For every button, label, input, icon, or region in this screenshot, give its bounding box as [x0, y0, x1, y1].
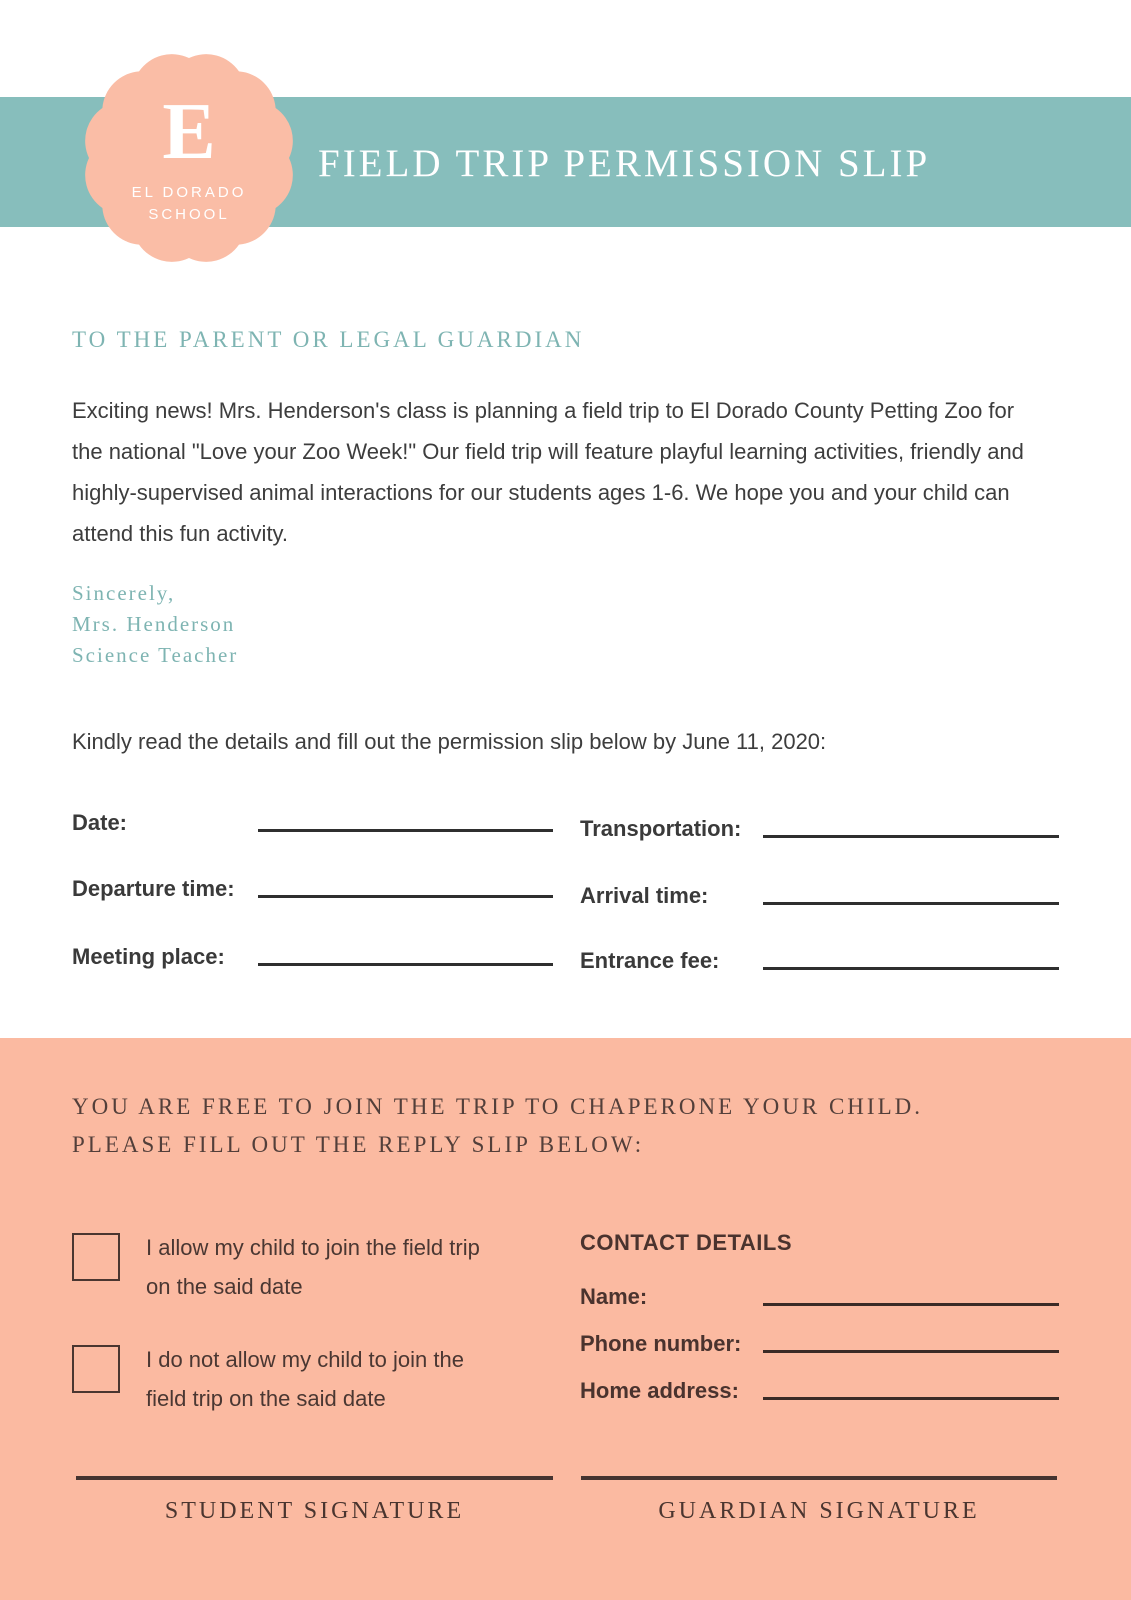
page-title: FIELD TRIP PERMISSION SLIP — [318, 142, 931, 185]
meeting-place-label: Meeting place: — [72, 944, 225, 969]
school-initial: E — [162, 88, 216, 176]
school-name-line1: EL DORADO — [131, 184, 247, 201]
phone-number-label: Phone number: — [580, 1331, 742, 1356]
date-label: Date: — [72, 810, 128, 835]
school-logo-badge — [79, 48, 299, 268]
signer-name: Mrs. Henderson — [72, 612, 236, 636]
allow-checkbox[interactable] — [72, 1233, 120, 1281]
name-blank-line[interactable] — [763, 1303, 1059, 1306]
form-field-arrival-time — [580, 883, 1059, 909]
student-signature-block — [76, 1476, 553, 1525]
arrival-time-blank-line[interactable] — [763, 902, 1059, 905]
form-field-entrance-fee — [580, 948, 1059, 974]
salutation-heading: TO THE PARENT OR LEGAL GUARDIAN — [72, 327, 585, 352]
allow-option-label: I allow my child to join the field trip on the said date — [146, 1235, 480, 1299]
letter-body: Exciting news! Mrs. Henderson's class is planning a field trip to El Dorado County Petting Zoo for the national "Love your Zoo Week!" Our field trip will feature playful learning activities, friendly and highly-supervised animal interactions for our students ages 1-6. We hope you and your child can attend this fun activity. — [72, 398, 1024, 546]
closing-word: Sincerely, — [72, 581, 176, 605]
contact-field-home-address — [580, 1378, 1059, 1404]
school-name — [79, 182, 299, 226]
transportation-blank-line[interactable] — [763, 835, 1059, 838]
reply-slip-heading — [72, 1088, 923, 1164]
instruction-line: Kindly read the details and fill out the permission slip below by June 11, 2020: — [72, 729, 827, 754]
reply-heading-line1: YOU ARE FREE TO JOIN THE TRIP TO CHAPERONE YOUR CHILD. — [72, 1094, 923, 1119]
student-signature-line[interactable] — [76, 1476, 553, 1480]
entrance-fee-blank-line[interactable] — [763, 967, 1059, 970]
guardian-signature-block — [581, 1476, 1057, 1525]
allow-option-row — [72, 1228, 496, 1306]
arrival-time-label: Arrival time: — [580, 883, 709, 908]
entrance-fee-label: Entrance fee: — [580, 948, 720, 973]
signer-role: Science Teacher — [72, 643, 239, 667]
date-blank-line[interactable] — [258, 829, 553, 832]
contact-details-heading: CONTACT DETAILS — [580, 1230, 792, 1255]
departure-time-label: Departure time: — [72, 876, 235, 901]
name-label: Name: — [580, 1284, 648, 1309]
meeting-place-blank-line[interactable] — [258, 963, 553, 966]
reply-heading-line2: PLEASE FILL OUT THE REPLY SLIP BELOW: — [72, 1132, 645, 1157]
form-field-date — [72, 810, 553, 836]
home-address-blank-line[interactable] — [763, 1397, 1059, 1400]
departure-time-blank-line[interactable] — [258, 895, 553, 898]
not-allow-option-row — [72, 1340, 496, 1418]
form-field-transportation — [580, 816, 1059, 842]
transportation-label: Transportation: — [580, 816, 742, 841]
student-signature-label: STUDENT SIGNATURE — [164, 1498, 465, 1524]
guardian-signature-label: GUARDIAN SIGNATURE — [658, 1498, 980, 1524]
contact-field-phone — [580, 1331, 1059, 1357]
school-name-line2: SCHOOL — [148, 206, 230, 223]
letter-closing-block — [72, 578, 238, 671]
form-field-meeting-place — [72, 944, 553, 970]
not-allow-checkbox[interactable] — [72, 1345, 120, 1393]
contact-field-name — [580, 1284, 1059, 1310]
reply-slip-section — [0, 1038, 1131, 1600]
form-field-departure-time — [72, 876, 553, 902]
home-address-label: Home address: — [580, 1378, 739, 1403]
phone-number-blank-line[interactable] — [763, 1350, 1059, 1353]
not-allow-option-label: I do not allow my child to join the field trip on the said date — [146, 1347, 464, 1411]
guardian-signature-line[interactable] — [581, 1476, 1057, 1480]
